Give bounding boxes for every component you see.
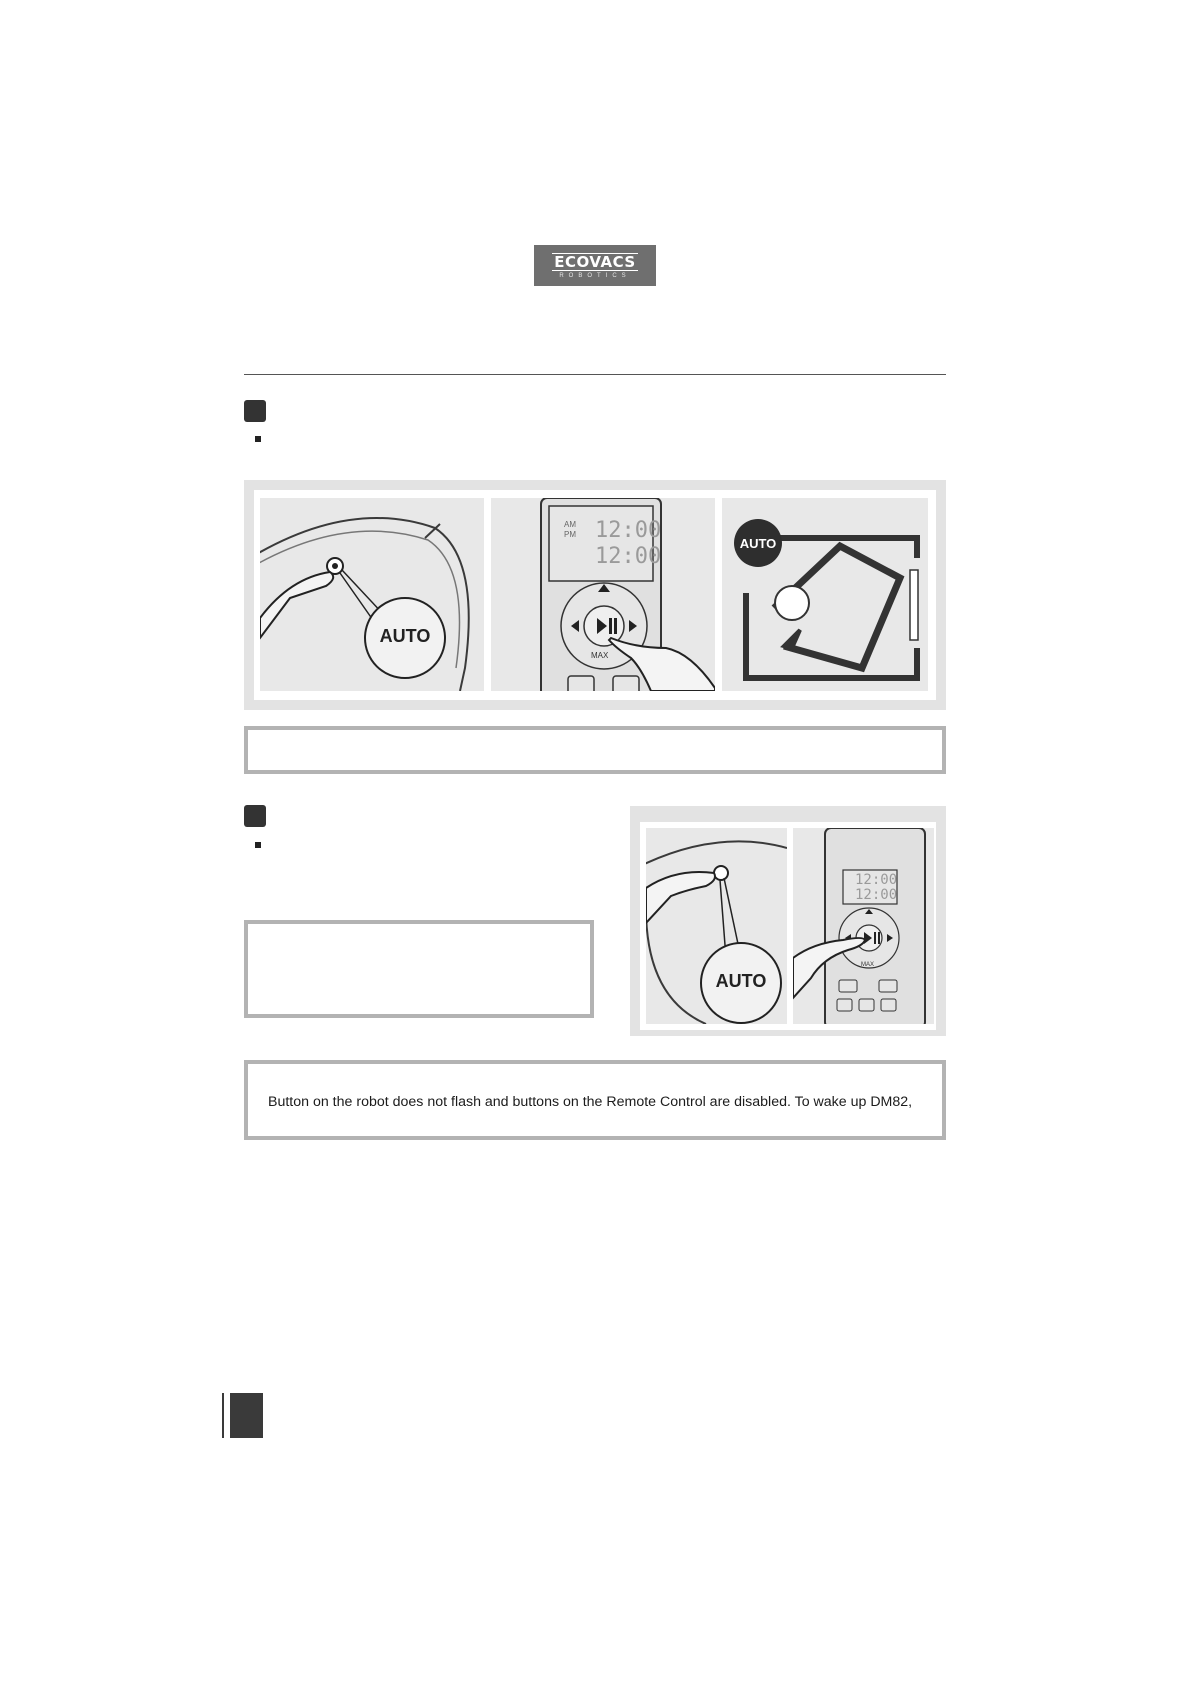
page-number-tab <box>230 1393 263 1438</box>
bullet-2 <box>255 842 261 848</box>
illustration-panel-1 <box>244 480 946 710</box>
step-marker-2 <box>244 805 266 827</box>
clock-display-bottom: 12:00 <box>595 544 662 569</box>
max-label-1: MAX <box>591 651 609 660</box>
clock-display-bottom-2: 12:00 <box>855 887 898 903</box>
remote-control-illustration-2 <box>793 828 934 1024</box>
auto-label-robot: AUTO <box>379 626 431 646</box>
sleep-mode-note-text: Button on the robot does not flash and buttons on the Remote Control are disabled. To wake up DM82, <box>268 1094 913 1110</box>
ecovacs-logo <box>534 245 656 286</box>
header-rule <box>244 374 946 375</box>
auto-cleaning-path-illustration <box>722 498 928 691</box>
note-box-1 <box>244 726 946 774</box>
sleep-mode-note-box <box>244 1060 946 1140</box>
robot-auto-button-illustration <box>260 498 484 691</box>
auto-badge-1: AUTO <box>739 536 777 551</box>
illustration-panel-2 <box>630 806 946 1036</box>
auto-label-robot-2: AUTO <box>715 971 767 991</box>
bullet-1 <box>255 436 261 442</box>
robot-auto-button-illustration-2 <box>646 828 787 1024</box>
clock-display-top-2: 12:00 <box>855 872 898 888</box>
logo-sub: ROBOTICS <box>559 272 631 279</box>
clock-display-top: 12:00 <box>595 518 662 543</box>
pm-label-1: PM <box>564 530 576 539</box>
page-tab-line <box>222 1393 224 1438</box>
step-marker-1 <box>244 400 266 422</box>
max-label-2: MAX <box>861 962 875 968</box>
am-label-1: AM <box>564 520 576 529</box>
note-box-2 <box>244 920 594 1018</box>
remote-control-illustration <box>491 498 715 691</box>
logo-brand: ECOVACS <box>554 252 636 271</box>
